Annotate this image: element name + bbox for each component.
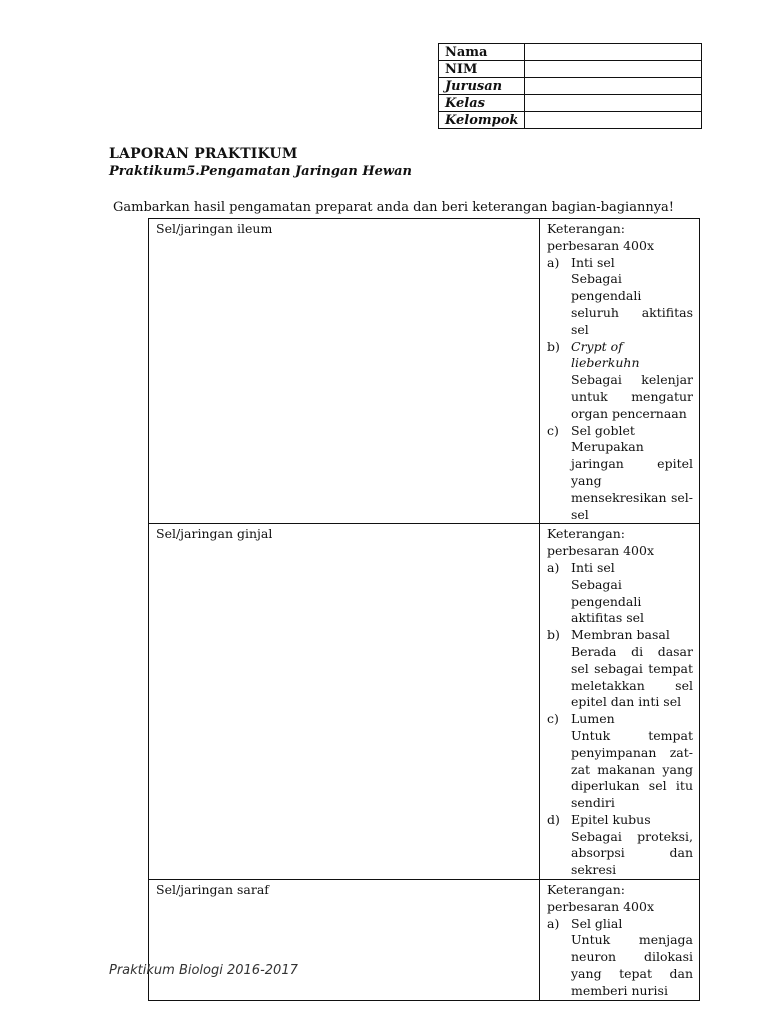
page-footer: Praktikum Biologi 2016-2017 (109, 963, 298, 978)
tissue-label: Sel/jaringan ileum (156, 221, 273, 236)
item-name: Membran basal (571, 627, 670, 643)
tissue-label: Sel/jaringan ginjal (156, 526, 273, 542)
list-item (547, 255, 693, 272)
identity-table (438, 43, 702, 129)
item-description: Untuk menjaga neuron dilokasi yang tepat dan memberi nurisi (571, 932, 693, 998)
identity-label: NIM (439, 61, 525, 78)
item-name: Sel goblet (571, 422, 635, 438)
item-marker: a) (547, 915, 560, 931)
item-marker: a) (547, 254, 560, 270)
item-description: Sebagai pengendali aktifitas sel (571, 576, 645, 626)
tissue-label: Sel/jaringan saraf (156, 882, 269, 898)
item-description: Sebagai pengendali seluruh aktifitas sel (571, 271, 693, 337)
identity-label: Kelompok (439, 112, 525, 129)
identity-label: Jurusan (439, 78, 525, 95)
notes-heading: Keterangan: (547, 882, 626, 898)
notes-cell (540, 524, 700, 880)
identity-value[interactable] (525, 61, 702, 78)
notes-heading: Keterangan: (547, 221, 626, 236)
observation-table (148, 218, 700, 1001)
drawing-cell (149, 524, 540, 880)
identity-row (439, 44, 702, 61)
notes-cell (540, 880, 700, 1001)
instruction-text: Gambarkan hasil pengamatan preparat anda dan beri keterangan bagian-bagiannya! (113, 200, 675, 215)
report-subtitle: Praktikum5.Pengamatan Jaringan Hewan (109, 164, 412, 179)
item-name: Inti sel (571, 559, 615, 575)
list-item (547, 627, 693, 644)
identity-value[interactable] (525, 95, 702, 112)
observation-row-ileum (149, 219, 700, 524)
identity-value[interactable] (525, 112, 702, 129)
list-item (547, 423, 693, 440)
magnification-text: perbesaran 400x (547, 237, 655, 253)
item-name: Inti sel (571, 254, 615, 270)
item-marker: b) (547, 627, 560, 643)
observation-row-ginjal (149, 524, 700, 880)
item-description: Berada di dasar sel sebagai tempat meletakkan sel epitel dan inti sel (571, 643, 693, 710)
list-item (547, 711, 693, 728)
item-name: Crypt of lieberkuhn (571, 338, 640, 371)
drawing-cell (149, 880, 540, 1001)
identity-row (439, 112, 702, 129)
notes-cell (540, 219, 700, 524)
item-description: Sebagai kelenjar untuk mengatur organ pencernaan (571, 372, 693, 421)
item-description: Sebagai proteksi, absorpsi dan sekresi (571, 828, 693, 878)
item-name: Sel glial (571, 915, 623, 931)
item-marker: d) (547, 811, 560, 827)
list-item (547, 339, 693, 373)
drawing-cell (149, 219, 540, 524)
item-marker: c) (547, 711, 559, 727)
identity-label: Nama (439, 44, 525, 61)
item-marker: a) (547, 559, 560, 575)
list-item (547, 812, 693, 829)
item-marker: c) (547, 422, 559, 438)
item-description: Untuk tempat penyimpanan zat-zat makanan yang diperlukan sel itu sendiri (571, 727, 693, 811)
report-title: LAPORAN PRAKTIKUM (109, 146, 298, 162)
identity-row (439, 61, 702, 78)
magnification-text: perbesaran 400x (547, 543, 655, 559)
observation-row-saraf (149, 880, 700, 1001)
item-description: Merupakan jaringan epitel yang mensekresikan sel-sel (571, 439, 693, 522)
item-marker: b) (547, 338, 560, 354)
list-item (547, 916, 693, 933)
identity-label: Kelas (439, 95, 525, 112)
identity-value[interactable] (525, 44, 702, 61)
notes-heading: Keterangan: (547, 526, 626, 542)
list-item (547, 560, 693, 577)
identity-row (439, 95, 702, 112)
identity-value[interactable] (525, 78, 702, 95)
identity-row (439, 78, 702, 95)
item-name: Epitel kubus (571, 811, 651, 827)
magnification-text: perbesaran 400x (547, 898, 655, 914)
item-name: Lumen (571, 711, 615, 727)
